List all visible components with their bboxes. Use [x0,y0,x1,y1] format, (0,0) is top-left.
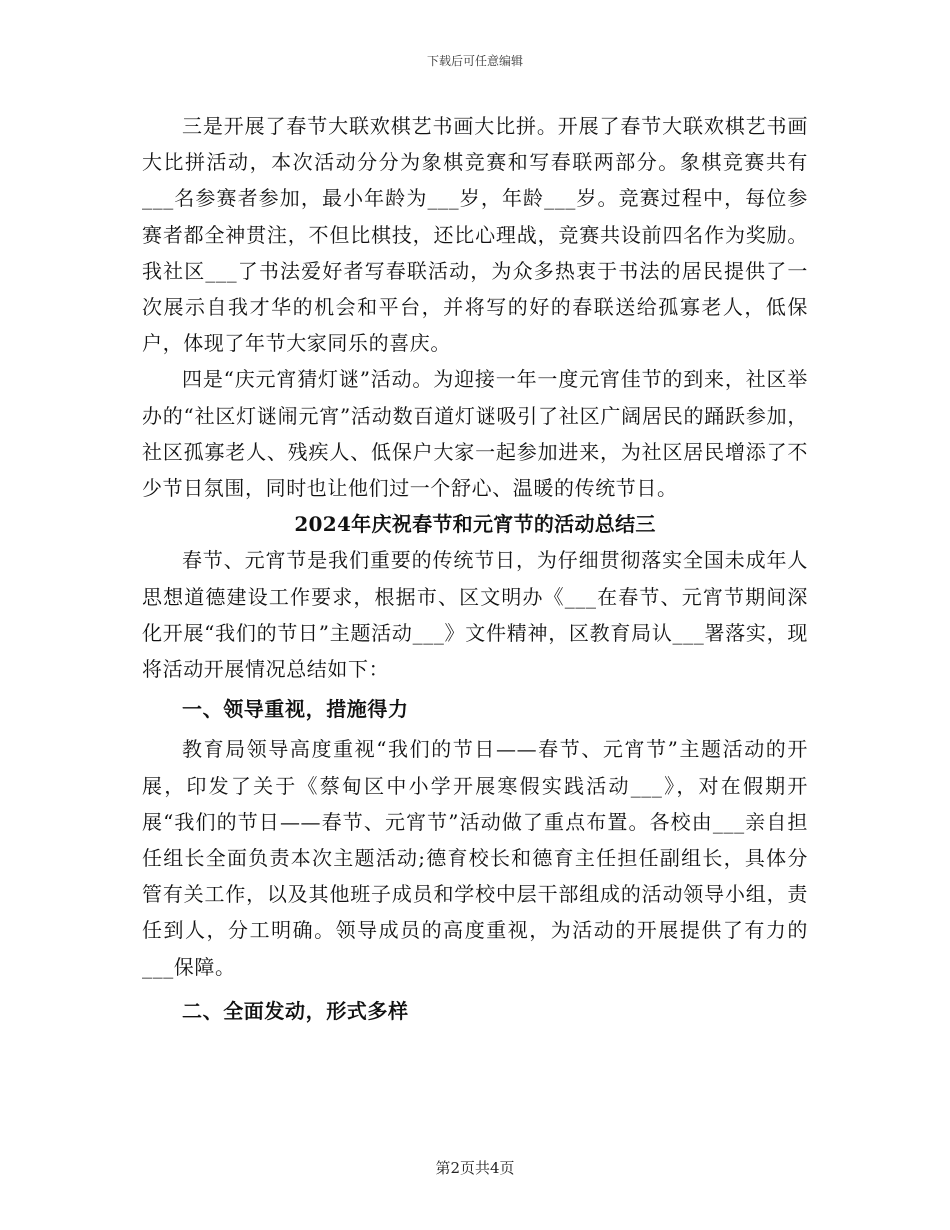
paragraph-lantern-riddles: 四是“庆元宵猜灯谜”活动。为迎接一年一度元宵佳节的到来，社区举办的“社区灯谜闹元宵”活动数百道灯谜吸引了社区广阔居民的踊跃参加，社区孤寡老人、残疾人、低保户大家一起参加进来，为社区居民增添了不少节日氛围，同时也让他们过一个舒心、温暖的传统节日。 [142,367,808,501]
heading-mobilization: 二、全面发动，形式多样 [182,998,409,1023]
heading-leadership: 一、领导重视，措施得力 [182,697,409,722]
page-header-note: 下载后可任意编辑 [426,54,523,68]
paragraph-leadership: 教育局领导高度重视“我们的节日——春节、元宵节”主题活动的开展，印发了关于《蔡甸区中小学开展寒假实践活动___》，对在假期开展“我们的节日——春节、元宵节”活动做了重点布置。各校由___亲自担任组长全面负责本次主题活动;德育校长和德育主任担任副组长，具体分管有关工作，以及其他班子成员和学校中层干部组成的活动领导小组，责任到人，分工明确。领导成员的高度重视，为活动的开展提供了有力的___保障。 [142,737,808,979]
paragraph-intro: 春节、元宵节是我们重要的传统节日，为仔细贯彻落实全国未成年人思想道德建设工作要求，根据市、区文明办《___在春节、元宵节期间深化开展“我们的节日”主题活动___》文件精神，区教育局认___署落实，现将活动开展情况总结如下： [142,548,808,682]
page-number: 第2页共4页 [435,1159,515,1177]
document-body [142,108,808,1029]
section-title: 2024年庆祝春节和元宵节的活动总结三 [294,512,656,537]
paragraph-chess-calligraphy: 三是开展了春节大联欢棋艺书画大比拼。开展了春节大联欢棋艺书画大比拼活动，本次活动分分为象棋竞赛和写春联两部分。象棋竞赛共有___名参赛者参加，最小年龄为___岁，年龄___岁。竞赛过程中，每位参赛者都全神贯注，不但比棋技，还比心理战，竞赛共设前四名作为奖励。我社区___了书法爱好者写春联活动，为众多热衷于书法的居民提供了一次展示自我才华的机会和平台，并将写的好的春联送给孤寡老人，低保户，体现了年节大家同乐的喜庆。 [142,114,808,356]
